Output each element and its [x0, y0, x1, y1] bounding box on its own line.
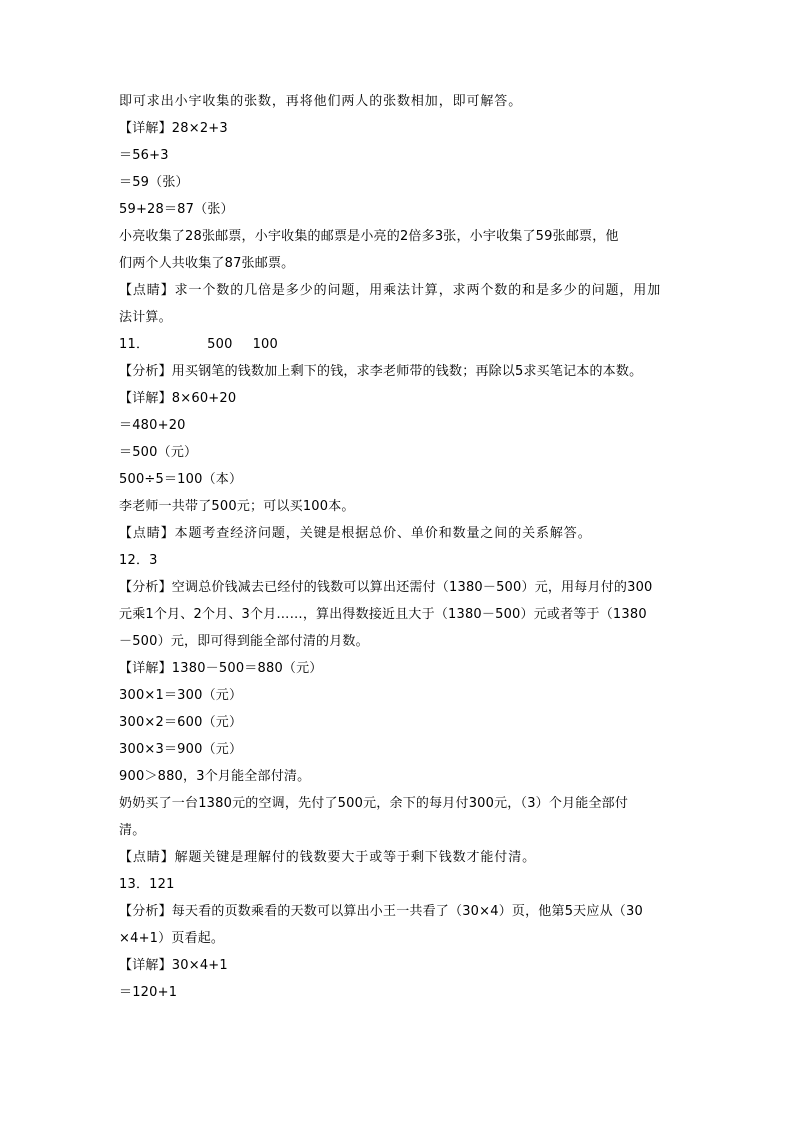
text-line: 【详解】8×60+20	[119, 391, 237, 406]
text-line: ＝120+1	[119, 985, 178, 1000]
text-line: 【分析】空调总价钱减去已经付的钱数可以算出还需付（1380－500）元，用每月付的300	[119, 580, 653, 595]
text-line: 300×1＝300（元）	[119, 688, 243, 703]
text-line: ×4+1）页看起。	[119, 931, 225, 946]
answer-value: 100	[252, 337, 278, 352]
text-line: 【分析】每天看的页数乘看的天数可以算出小王一共看了（30×4）页，他第5天应从（30	[119, 904, 643, 919]
question-number: 11．	[119, 337, 150, 352]
text-line: 300×3＝900（元）	[119, 742, 243, 757]
text-line: ＝480+20	[119, 418, 186, 433]
text-line: 300×2＝600（元）	[119, 715, 243, 730]
text-line: 奶奶买了一台1380元的空调，先付了500元，余下的每月付300元，（3）个月能全部付	[119, 796, 629, 811]
question-11-answer-line	[119, 331, 679, 358]
text-line: 【详解】30×4+1	[119, 958, 228, 973]
text-line: 59+28＝87（张）	[119, 202, 234, 217]
text-line: 【分析】用买钢笔的钱数加上剩下的钱，求李老师带的钱数；再除以5求买笔记本的本数。	[119, 364, 643, 379]
text-line: ＝56+3	[119, 148, 169, 163]
text-line: 【点睛】本题考查经济问题，关键是根据总价、单价和数量之间的关系解答。	[119, 526, 592, 541]
text-line: 【详解】28×2+3	[119, 121, 228, 136]
text-line: 元乘1个月、2个月、3个月……，算出得数接近且大于（1380－500）元或者等于（1380	[119, 607, 647, 622]
text-line: 500÷5＝100（本）	[119, 472, 243, 487]
text-line: －500）元，即可得到能全部付清的月数。	[119, 634, 369, 649]
text-line: ＝59（张）	[119, 175, 189, 190]
text-line: 即可求出小宇收集的张数，再将他们两人的张数相加，即可解答。	[119, 94, 523, 109]
text-line: ＝500（元）	[119, 445, 198, 460]
text-line: 900＞880，3个月能全部付清。	[119, 769, 311, 784]
text-line: 小亮收集了28张邮票，小宇收集的邮票是小亮的2倍多3张，小宇收集了59张邮票，他	[119, 229, 619, 244]
answer-value: 500	[207, 337, 233, 352]
text-line: 们两个人共收集了87张邮票。	[119, 256, 295, 271]
text-line: 12．3	[119, 553, 158, 568]
text-line: 清。	[119, 823, 146, 838]
text-line: 13．121	[119, 877, 175, 892]
text-line: 【点睛】解题关键是理解付的钱数要大于或等于剩下钱数才能付清。	[119, 850, 537, 865]
text-line: 李老师一共带了500元；可以买100本。	[119, 499, 355, 514]
solution-text	[119, 88, 679, 1006]
text-line: 【点睛】求一个数的几倍是多少的问题，用乘法计算，求两个数的和是多少的问题，用加	[119, 283, 662, 298]
text-line: 法计算。	[119, 310, 172, 325]
text-line: 【详解】1380－500＝880（元）	[119, 661, 323, 676]
